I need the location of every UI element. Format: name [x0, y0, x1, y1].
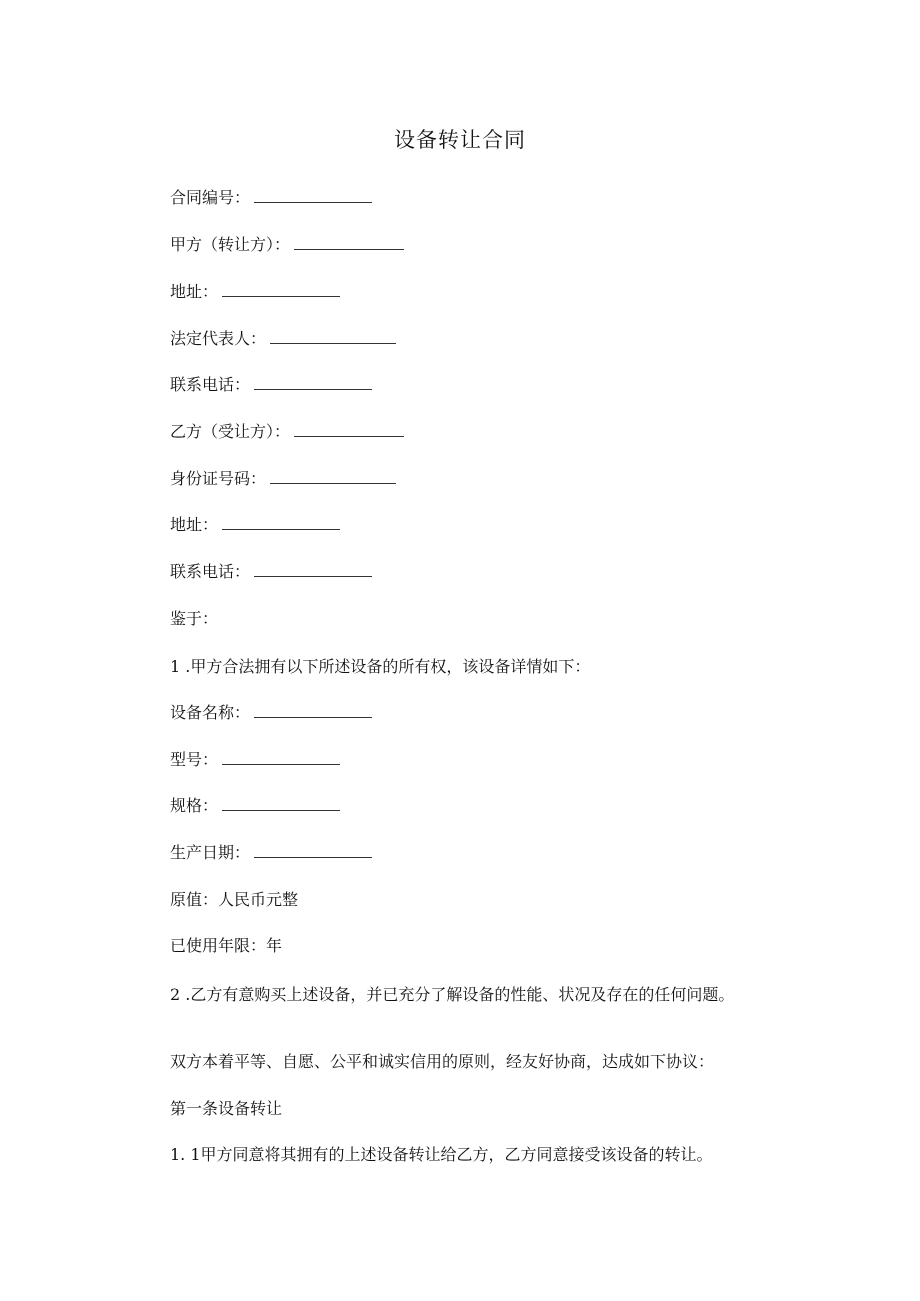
spec-blank[interactable]: [222, 796, 340, 811]
agreement-intro: 双方本着平等、自愿、公平和诚实信用的原则，经友好协商，达成如下协议：: [170, 1052, 715, 1071]
party-a-line: [170, 233, 404, 257]
party-b-blank[interactable]: [294, 422, 404, 437]
phone-b-label: 联系电话：: [170, 562, 251, 581]
equipment-name-label: 设备名称：: [170, 703, 251, 722]
contract-number-line: [170, 186, 372, 210]
party-b-line: [170, 420, 404, 444]
address-a-line: [170, 280, 340, 304]
clause-1: 1 .甲方合法拥有以下所述设备的所有权，该设备详情如下：: [170, 657, 591, 676]
original-value-line: 原值：人民币元整: [170, 890, 299, 909]
id-number-line: [170, 467, 396, 491]
phone-a-blank[interactable]: [254, 375, 372, 390]
party-a-label: 甲方（转让方）：: [170, 235, 291, 254]
party-b-label: 乙方（受让方）：: [170, 422, 291, 441]
legal-rep-label: 法定代表人：: [170, 329, 267, 348]
address-b-label: 地址：: [170, 515, 219, 534]
equipment-name-blank[interactable]: [254, 703, 372, 718]
legal-rep-line: [170, 327, 396, 351]
address-b-blank[interactable]: [222, 515, 340, 530]
model-label: 型号：: [170, 750, 219, 769]
whereas-heading: 鉴于：: [170, 609, 219, 628]
legal-rep-blank[interactable]: [270, 329, 396, 344]
id-number-blank[interactable]: [270, 469, 396, 484]
phone-b-line: [170, 560, 372, 584]
phone-a-line: [170, 373, 372, 397]
document-title: 设备转让合同: [394, 128, 526, 152]
spec-label: 规格：: [170, 796, 219, 815]
id-number-label: 身份证号码：: [170, 469, 267, 488]
model-line: [170, 748, 340, 772]
production-date-label: 生产日期：: [170, 843, 251, 862]
address-a-label: 地址：: [170, 282, 219, 301]
contract-number-label: 合同编号：: [170, 188, 251, 207]
article-1-title: 第一条设备转让: [170, 1099, 283, 1118]
article-1-clause-1: 1. 1甲方同意将其拥有的上述设备转让给乙方，乙方同意接受该设备的转让。: [170, 1145, 713, 1164]
equipment-name-line: [170, 701, 372, 725]
party-a-blank[interactable]: [294, 235, 404, 250]
address-b-line: [170, 513, 340, 537]
clause-2: 2 .乙方有意购买上述设备，并已充分了解设备的性能、状况及存在的任何问题。: [170, 985, 735, 1004]
contract-number-blank[interactable]: [254, 188, 372, 203]
phone-b-blank[interactable]: [254, 562, 372, 577]
years-used-line: 已使用年限：年: [170, 936, 283, 955]
phone-a-label: 联系电话：: [170, 375, 251, 394]
production-date-blank[interactable]: [254, 843, 372, 858]
model-blank[interactable]: [222, 750, 340, 765]
spec-line: [170, 794, 340, 818]
address-a-blank[interactable]: [222, 282, 340, 297]
production-date-line: [170, 841, 372, 865]
